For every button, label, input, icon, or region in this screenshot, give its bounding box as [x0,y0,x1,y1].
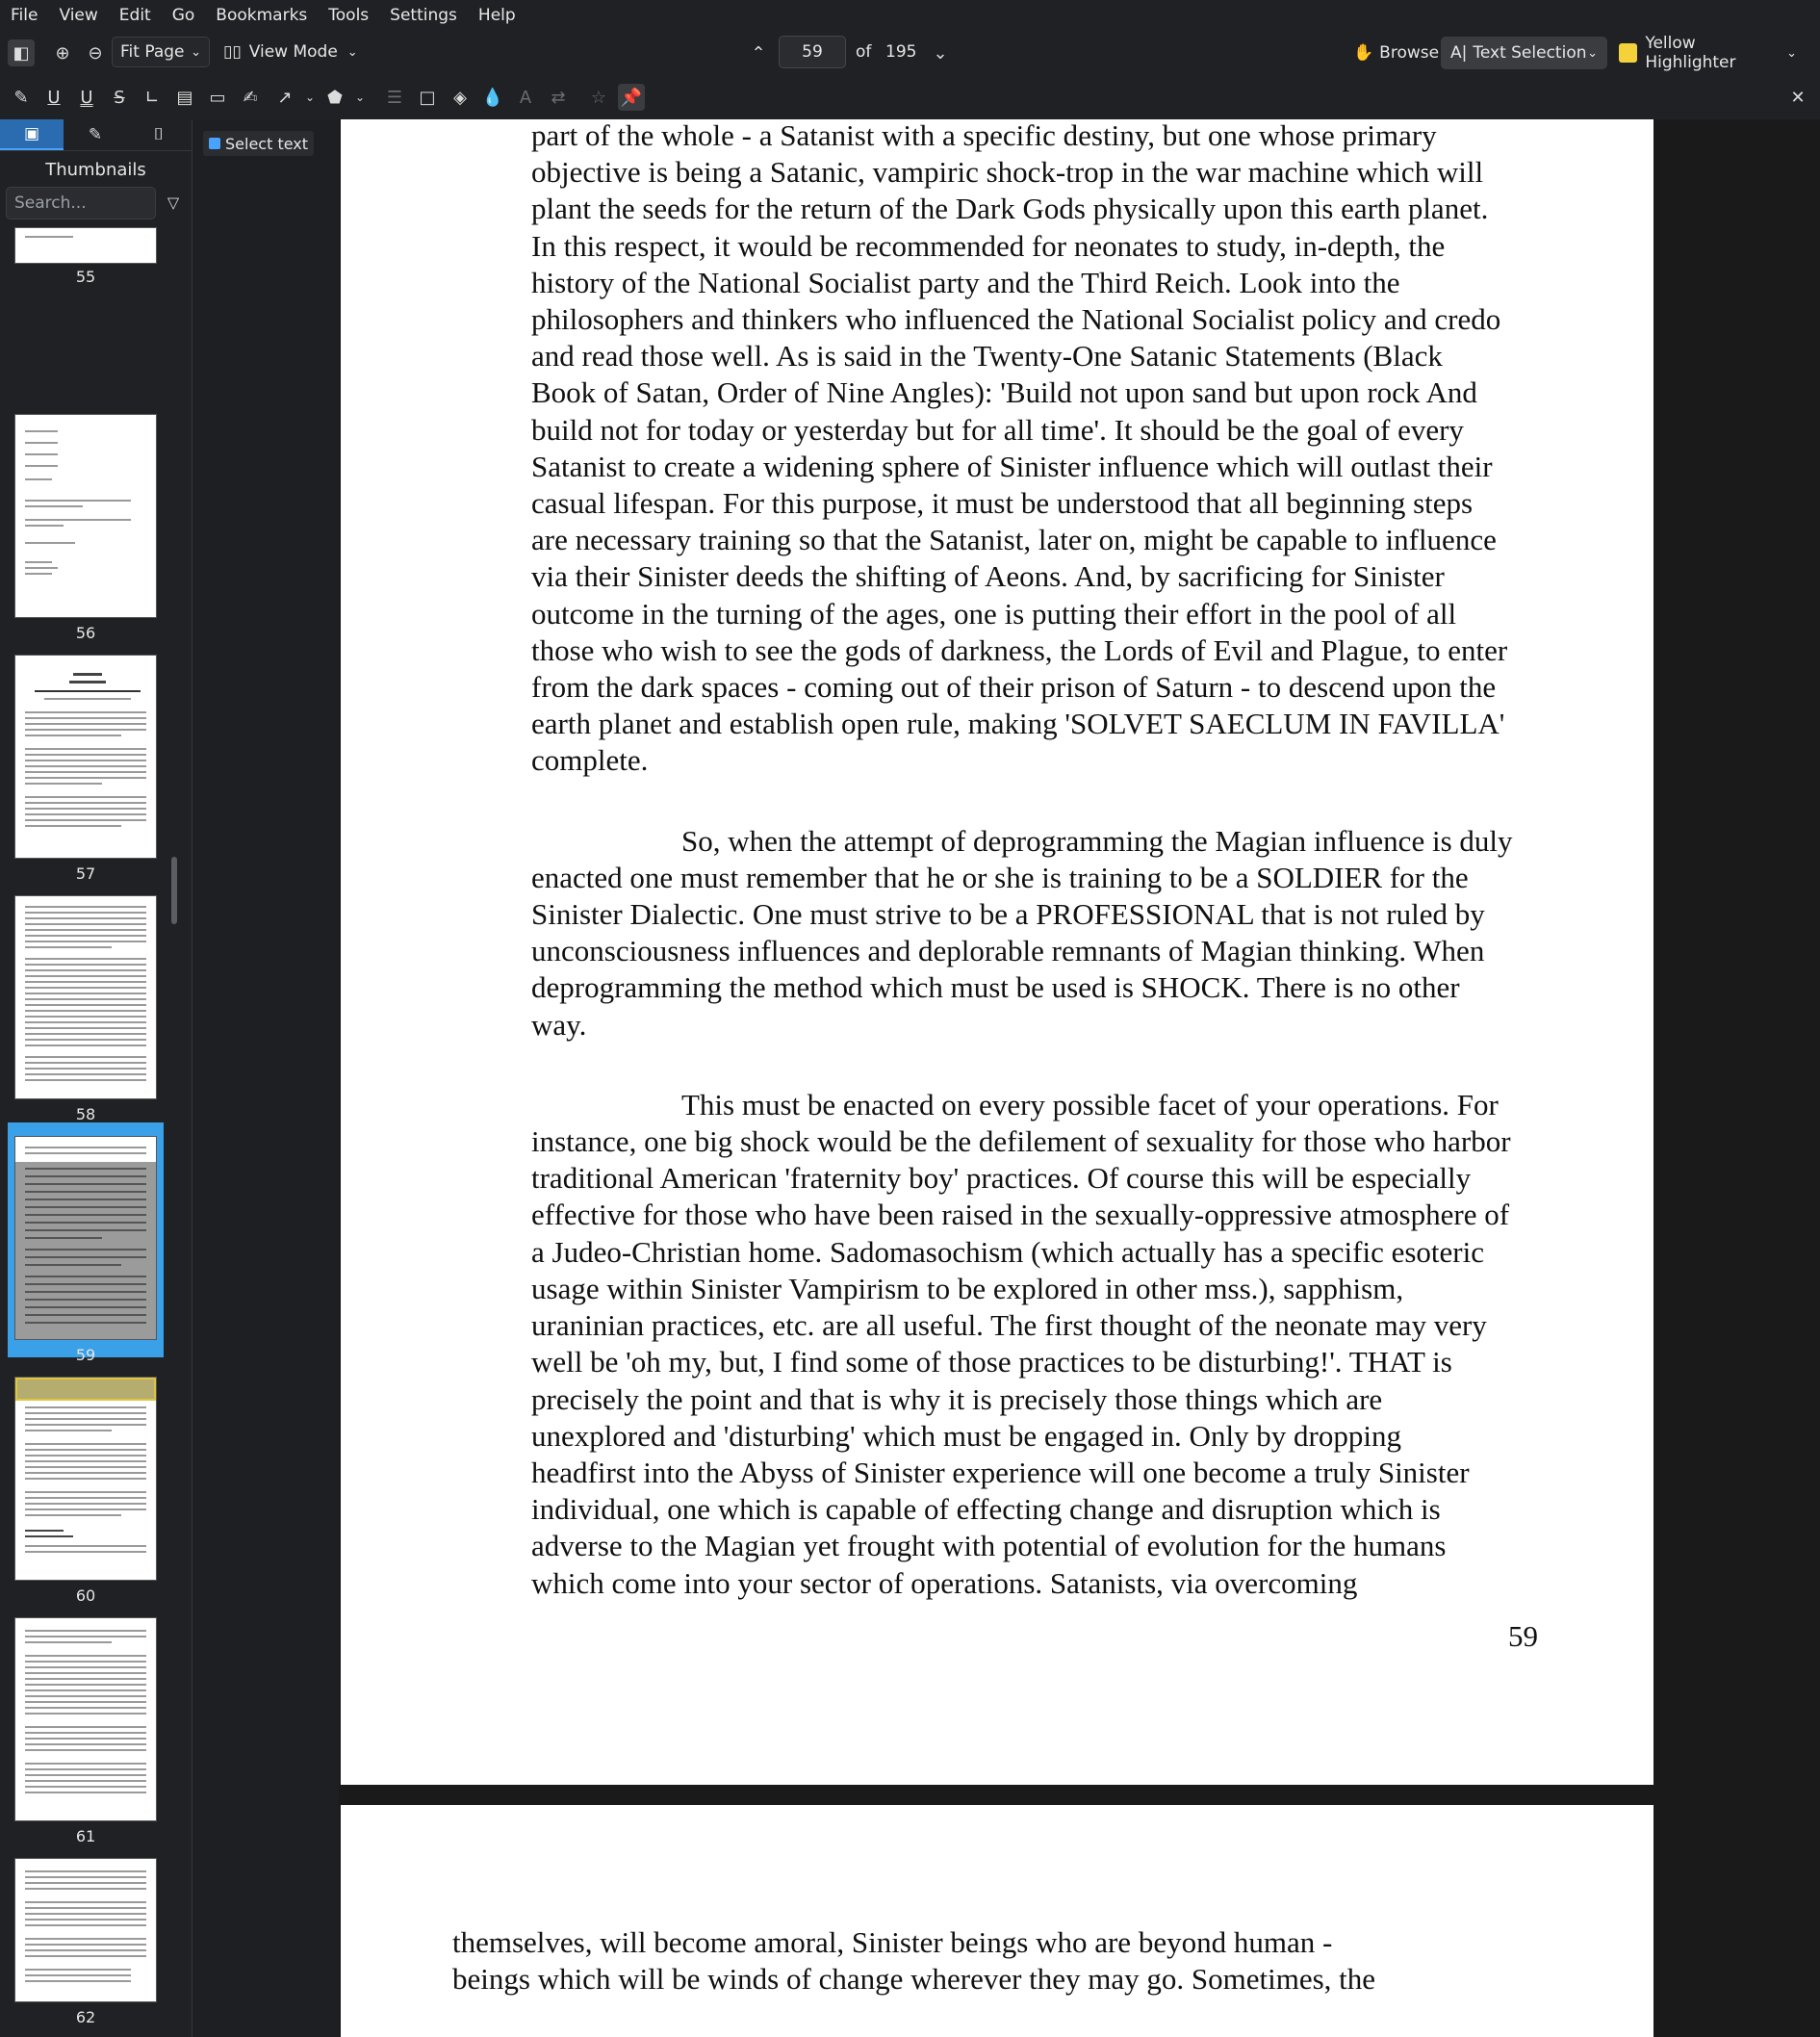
thumbnail-label: 56 [75,624,96,642]
zoom-in-icon[interactable]: ⊕ [55,42,70,64]
thumbnail-page[interactable] [14,227,157,264]
thumbnail-page[interactable] [14,1858,157,2002]
pen-icon: ✎ [88,125,103,144]
next-page-paragraph: themselves, will become amoral, Sinister beings who are beyond human - beings which will be winds of change wherever they may go. Sometimes, the [452,1925,1376,1997]
select-text-label: Select text [225,134,309,153]
squiggly-underline-icon[interactable]: U [80,87,93,108]
previous-page-icon[interactable]: ⌃ [751,42,766,64]
thumbnail-label: 60 [75,1586,96,1605]
menu-edit[interactable]: Edit [118,6,151,25]
thumbnail-search-input[interactable] [6,187,156,219]
page-number: 59 [1508,1619,1538,1653]
stamp-icon[interactable]: ⬟ [327,87,343,108]
book-icon: ▯▯ [223,42,242,62]
thumbnail-label: 61 [75,1827,96,1845]
chevron-down-icon: ⌄ [346,44,358,60]
border-icon[interactable]: □ [419,87,436,108]
align-icon[interactable]: ⇄ [551,87,566,108]
browse-label: Browse [1379,43,1440,63]
next-page-icon[interactable]: ⌄ [933,42,948,64]
thumbnail-page[interactable] [14,655,157,859]
document-viewer[interactable] [339,119,1820,2037]
line-width-icon[interactable]: ☰ [386,87,403,108]
sidebar-toggle-icon[interactable]: ◧ [8,39,35,66]
chevron-down-icon[interactable]: ⌄ [304,90,316,104]
image-icon: ▣ [23,124,40,143]
search-placeholder: Search... [14,193,87,213]
bookmark-icon: ⌷ [153,125,165,144]
page-of-text: of [856,42,872,62]
annotation-toolbar [0,75,1820,120]
caret-icon[interactable]: ∟ [144,87,160,108]
hand-icon: ✋ [1353,43,1374,63]
tab-thumbnails[interactable] [0,119,64,150]
chevron-down-icon[interactable]: ⌄ [1587,45,1598,61]
text-cursor-icon: A| [1450,43,1468,63]
next-document-page [341,1805,1653,2037]
document-page [341,119,1653,1785]
paragraph-3: This must be enacted on every possible facet of your operations. For instance, one big shock would be the defilement of sexuality for those who harbor traditional American 'fraternity boy' practices. Of course this will be especially effective for those who have been raised in the sexually-oppressive atmosphere of a Judeo-Christian home. Sadomasochism (which actually has a specific esoteric usage within Sinister Vampirism to be explored in other mss.), sapphism, uraninian practices, etc. are all useful. The first thought of the neonate may very well be 'oh my, but, I find some of those practices to be disturbing!'. THAT is precisely the point and that is why it is precisely those things which are unexplored and 'disturbing' which must be engaged in. Only by dropping headfirst into the Abyss of Sinister experience will one become a truly Sinister individual, one which is capable of effecting change and disruption which is adverse to the Magian yet frought with potential of evolution for the humans which come into your sector of operations. Satanists, via overcoming [531,1087,1511,1600]
menu-bar [0,0,1820,31]
thumbnail-page-selected[interactable] [14,1136,157,1340]
view-mode-label: View Mode [248,42,338,62]
menu-file[interactable]: File [11,6,38,25]
favorite-star-icon[interactable]: ☆ [590,87,607,108]
menu-help[interactable]: Help [477,6,516,25]
highlighter-icon [1619,43,1637,63]
sidebar-title: Thumbnails [45,160,146,180]
paragraph-2: So, when the attempt of deprogramming the Magian influence is duly enacted one must remember that he or she is training to be a SOLDIER for the Sinister Dialectic. One must strive to be a PROFESSIONAL that is not ruled by unconsciousness influences and deplorable remnants of Magian thinking. When deprogramming the method which must be used is SHOCK. There is no other way. [531,823,1513,1042]
close-icon[interactable]: ✕ [1790,87,1806,108]
strikeout-icon[interactable]: S [114,87,125,108]
page-body [531,119,1513,1602]
page-number-input[interactable] [779,36,846,68]
fill-color-icon[interactable]: ◈ [453,87,467,108]
zoom-out-icon[interactable]: ⊖ [88,42,103,64]
thumbnail-label: 55 [75,268,96,286]
opacity-icon[interactable]: 💧 [481,87,504,108]
text-selection-label: Text Selection [1473,43,1587,63]
thumbnail-label: 59 [75,1346,96,1364]
comment-icon[interactable]: ▭ [209,87,226,108]
annotation-column [192,119,339,2037]
page-number-value: 59 [802,42,823,62]
select-text-hint[interactable] [203,131,314,156]
text-selection-tool-button[interactable] [1441,37,1607,69]
sidebar [0,119,192,2037]
page-of-label [856,42,871,62]
page-total-label [885,42,916,62]
pen-icon[interactable]: ✎ [13,87,29,108]
thumbnail-page[interactable] [14,895,157,1099]
tab-annotations[interactable] [64,119,127,150]
paragraph-1: part of the whole - a Satanist with a specific destiny, but one whose primary objective is being a Satanic, vampiric shock-trop in the war machine which will plant the seeds for the return of the Dark Gods physically upon this earth planet. In this respect, it would be recommended for neonates to study, in-depth, the history of the National Socialist party and the Third Reich. Look into the philosophers and thinkers who influenced the National Socialist policy and credo and read those well. As is said in the Twenty-One Satanic Statements (Black Book of Satan, Order of Nine Angles): 'Build not upon sand but upon rock And build not for today or yesterday but for all time'. It should be the goal of every Satanist to create a widening sphere of Sinister influence which will outlast their casual lifespan. For this purpose, it must be understood that all beginning steps are necessary training so that the Satanist, later on, might be capable to influence via their Sinister deeds the shifting of Aeons. And, by sacrificing for Sinister outcome in the turning of the ages, one is putting their effort in the pool of all those who wish to see the gods of darkness, the Lords of Evil and Plague, to enter from the dark spaces - coming out of their prison of Saturn - to descend upon the earth planet and establish open rule, making 'SOLVET SAECLUM IN FAVILLA' complete. [531,119,1508,778]
highlighter-label: Yellow Highlighter [1645,34,1736,72]
underline-icon[interactable]: U [47,87,61,108]
font-icon[interactable]: A [519,87,532,108]
chevron-down-icon[interactable]: ⌄ [354,90,366,104]
menu-go[interactable]: Go [171,6,195,25]
zoom-mode-value: Fit Page [120,42,185,62]
thumbnail-label: 58 [75,1105,96,1123]
view-mode-button[interactable] [223,42,358,62]
menu-view[interactable]: View [59,6,98,25]
sidebar-tabs [0,119,192,151]
thumbnail-page[interactable] [14,414,157,618]
menu-bookmarks[interactable]: Bookmarks [216,6,308,25]
browse-tool-button[interactable] [1344,37,1448,69]
thumbnail-label: 57 [75,864,96,883]
thumbnail-label: 62 [75,2008,96,2026]
info-icon [209,138,220,149]
menu-settings[interactable]: Settings [390,6,457,25]
chevron-down-icon: ⌄ [191,44,201,60]
page-total-text: 195 [885,42,917,62]
signature-icon[interactable]: ✍ [243,87,258,108]
pin-icon[interactable]: 📌 [618,84,645,111]
menu-tools[interactable]: Tools [328,6,370,25]
next-page-body [452,1924,1415,1998]
arrow-line-icon[interactable]: ↗ [277,87,293,108]
filter-icon[interactable]: ▽ [167,193,180,212]
thumbnail-list [6,227,185,2037]
zoom-mode-select[interactable] [112,37,210,67]
chevron-down-icon[interactable]: ⌄ [1786,45,1797,61]
thumbnail-page[interactable] [14,1377,157,1581]
thumbnail-page[interactable] [14,1617,157,1821]
thumbnail-scrollbar[interactable] [171,857,177,924]
highlighter-tool-button[interactable] [1609,34,1807,72]
text-box-icon[interactable]: ▤ [176,87,193,108]
tab-bookmarks[interactable] [127,119,191,150]
